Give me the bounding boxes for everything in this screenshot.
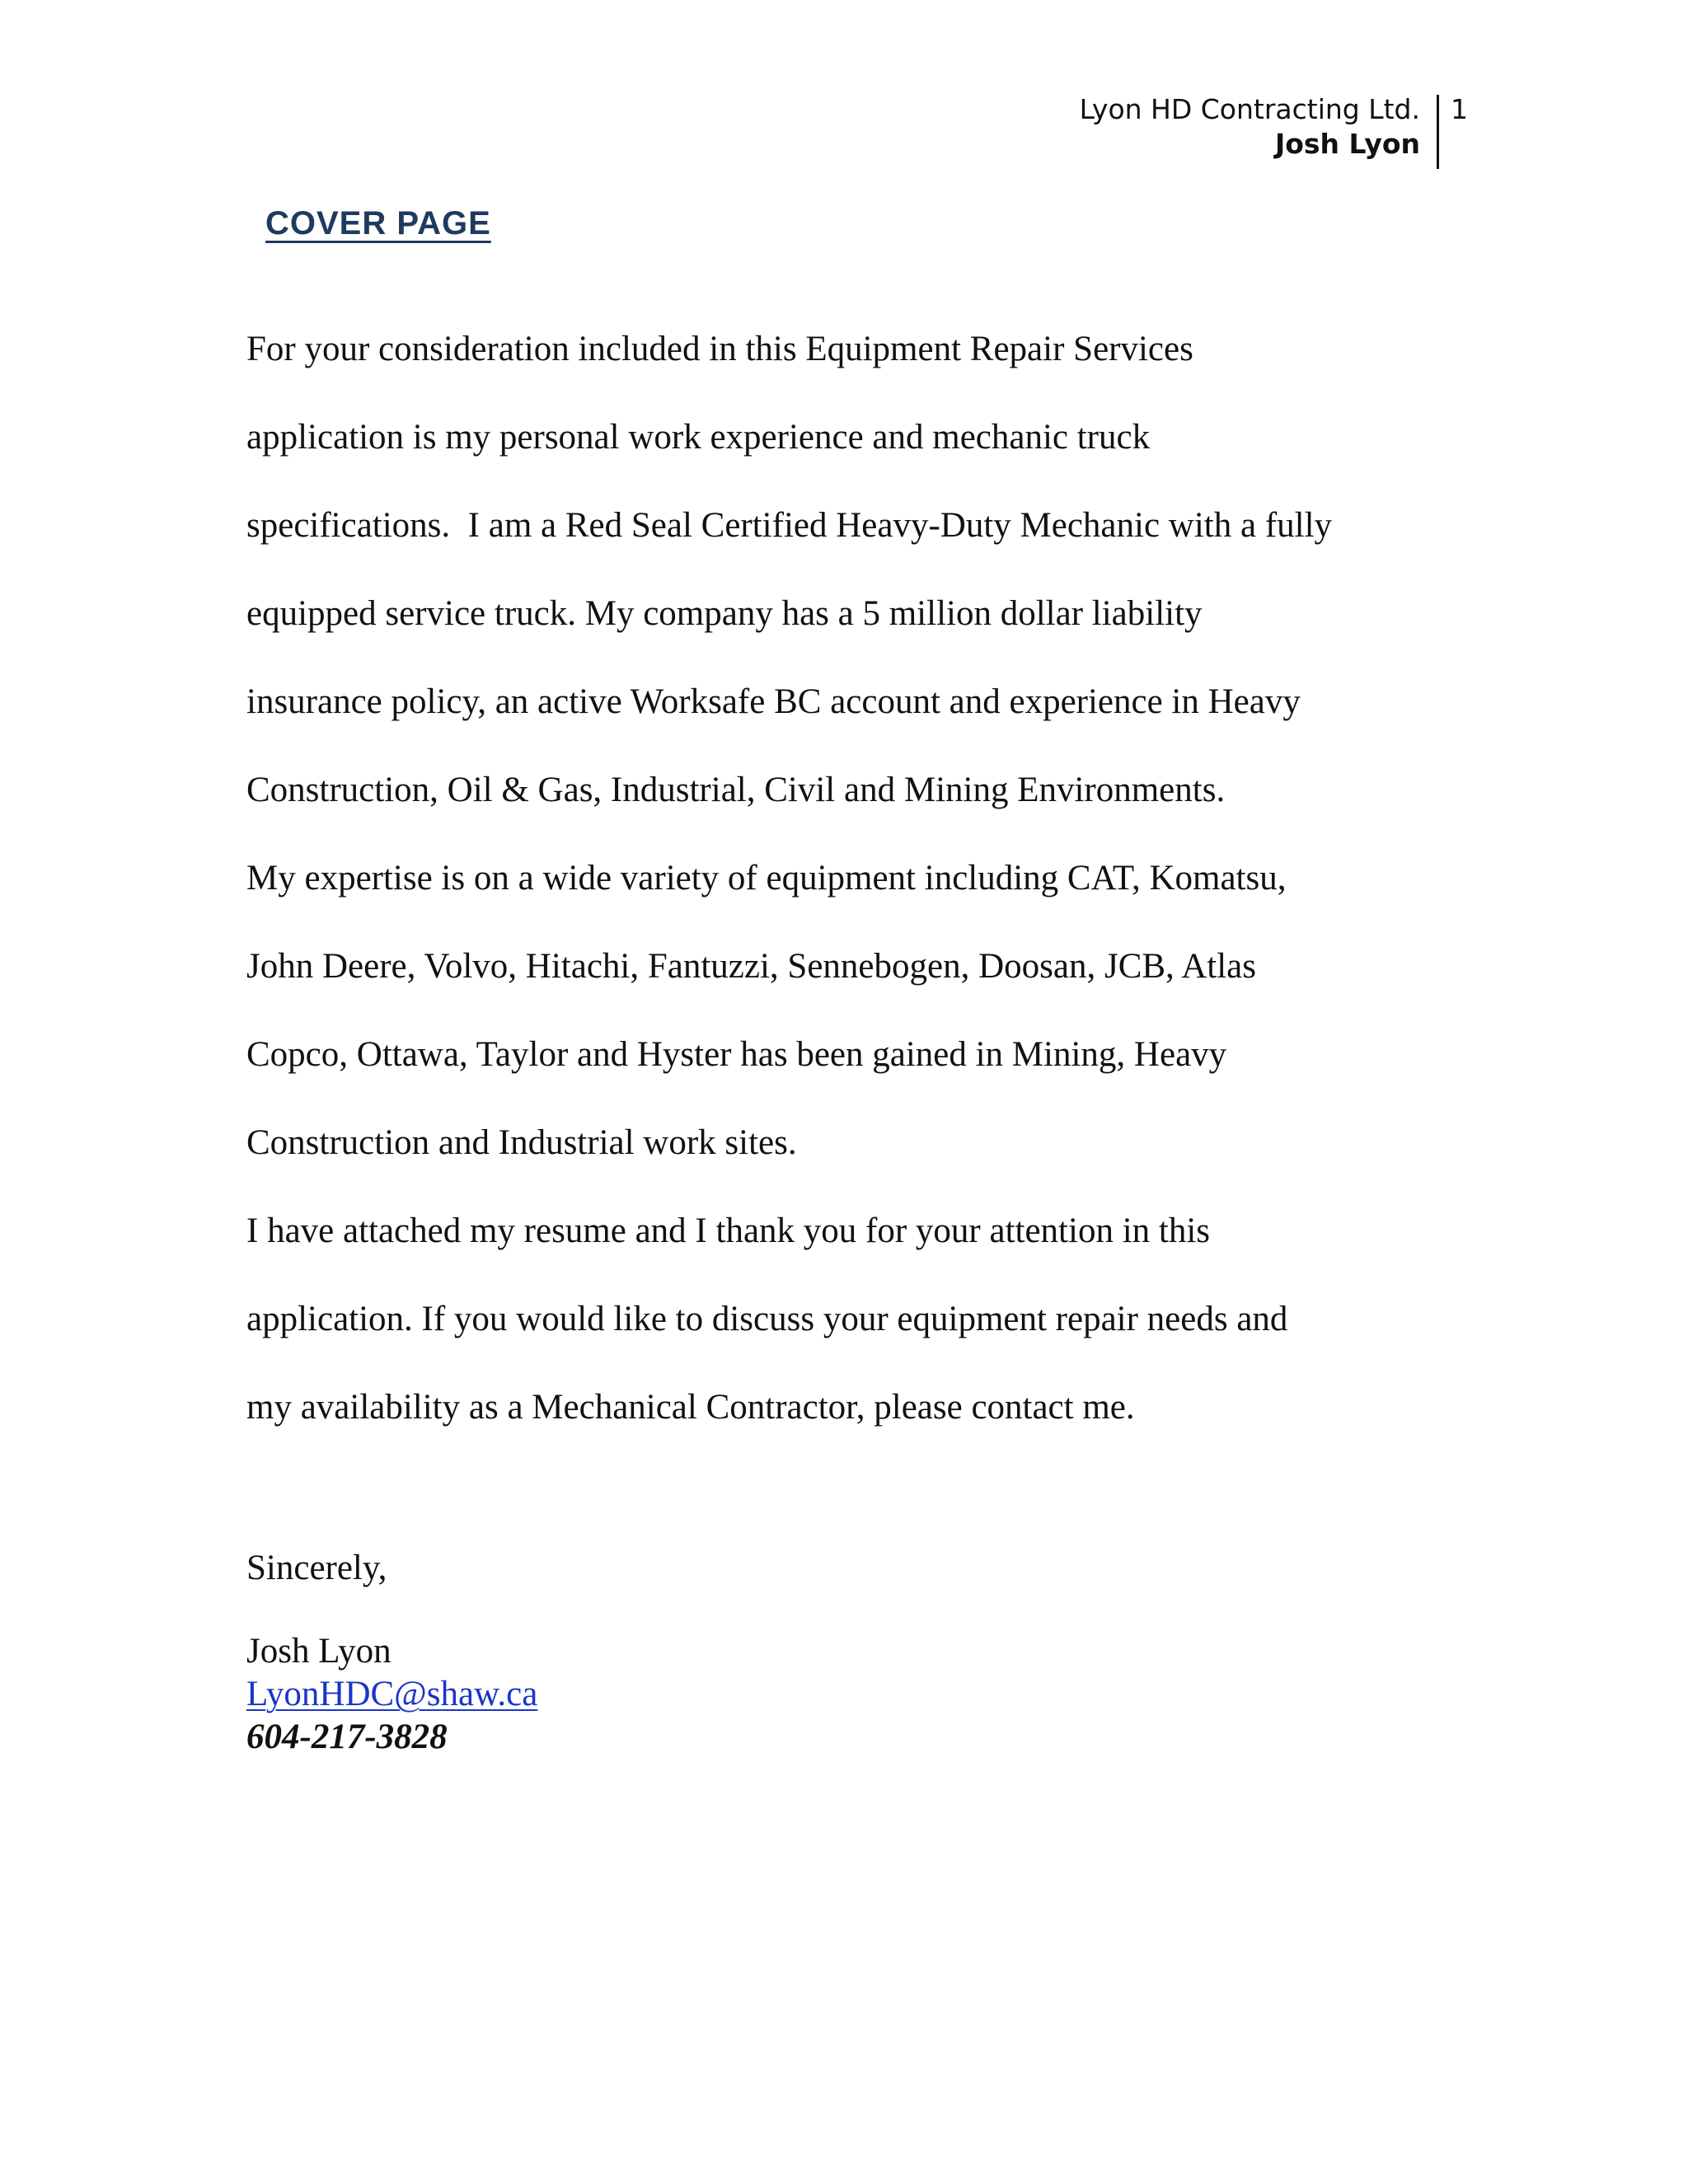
header-divider (1437, 95, 1439, 169)
signer-name: Josh Lyon (246, 1632, 392, 1671)
page-number: 1 (1451, 93, 1468, 125)
text-line: specifications. I am a Red Seal Certified Heavy-Duty Mechanic with a fully (246, 506, 1333, 545)
text-line: Construction, Oil & Gas, Industrial, Civil and Mining Environments. (246, 771, 1226, 809)
email-link[interactable]: LyonHDC@shaw.ca (246, 1675, 538, 1713)
text-line: Copco, Ottawa, Taylor and Hyster has been gained in Mining, Heavy (246, 1035, 1227, 1074)
text-line: I have attached my resume and I thank you for your attention in this (246, 1212, 1211, 1250)
paragraph-closing (246, 1187, 1466, 1451)
paragraph-intro (246, 305, 1466, 834)
signature-block (246, 1630, 537, 1759)
letter-closing (246, 1544, 537, 1759)
text-line: My expertise is on a wide variety of equipment including CAT, Komatsu, (246, 859, 1287, 898)
salutation: Sincerely, (246, 1549, 387, 1587)
text-line: equipped service truck. My company has a 5 million dollar liability (246, 594, 1203, 633)
text-line: insurance policy, an active Worksafe BC account and experience in Heavy (246, 682, 1301, 721)
text-line: application. If you would like to discuss your equipment repair needs and (246, 1300, 1288, 1338)
letter-body (246, 305, 1466, 1451)
header-company-name: Lyon HD Contracting Ltd. (1079, 93, 1420, 125)
text-line: my availability as a Mechanical Contractor, please contact me. (246, 1388, 1135, 1427)
text-line: application is my personal work experience and mechanic truck (246, 418, 1151, 457)
header-person-name: Josh Lyon (1274, 128, 1420, 160)
text-line: For your consideration included in this Equipment Repair Services (246, 330, 1193, 368)
cover-page-heading: COVER PAGE (265, 205, 491, 241)
phone-number: 604-217-3828 (246, 1718, 448, 1756)
page-header (1080, 92, 1437, 162)
text-line: Construction and Industrial work sites. (246, 1123, 797, 1162)
paragraph-expertise (246, 834, 1466, 1187)
text-line: John Deere, Volvo, Hitachi, Fantuzzi, Sennebogen, Doosan, JCB, Atlas (246, 947, 1256, 986)
